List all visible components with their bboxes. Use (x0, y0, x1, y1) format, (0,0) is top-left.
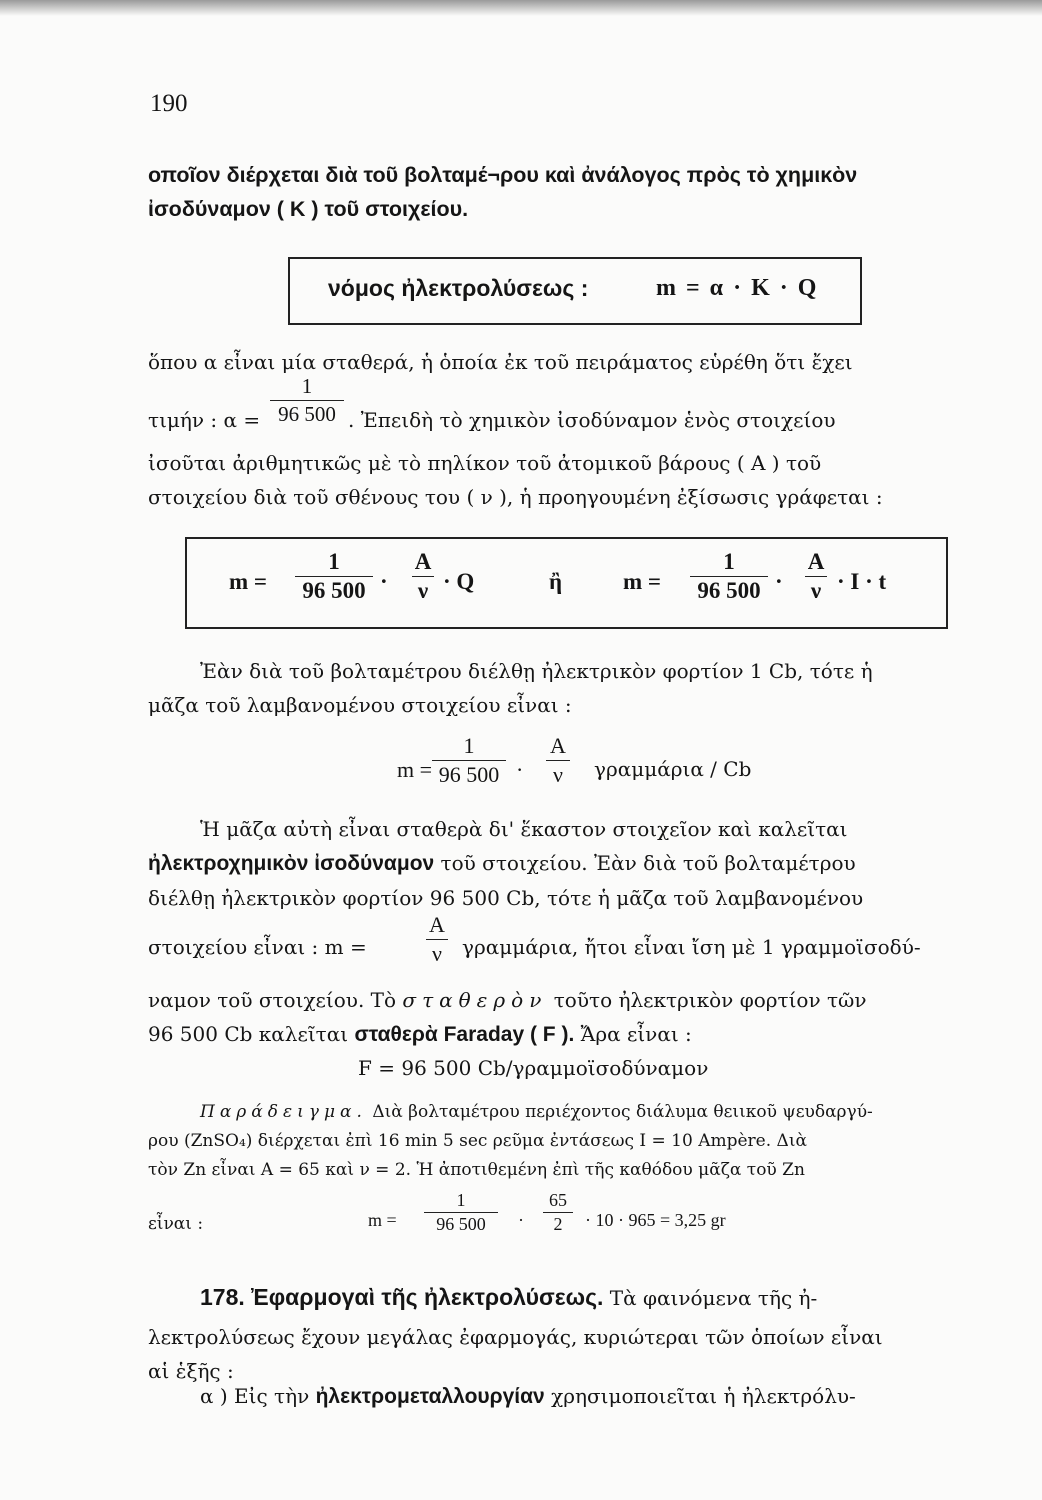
p1-line2: ἰσοδύναμον ( Κ ) τοῦ στοιχείου. (148, 197, 469, 221)
p3-frac-1-den: 96 500 (438, 762, 500, 787)
item-a-term: ἠλεκτρομεταλλουργίαν (315, 1385, 545, 1408)
section-heading-line (200, 1284, 817, 1311)
box-frac-2-num: A (414, 549, 432, 574)
example-frac-2-num: 65 (549, 1190, 567, 1210)
p3-frac-2-den: ν (553, 762, 563, 787)
p4-line1: Ἡ μᾶζα αὐτὴ εἶναι σταθερὰ δι' ἕκαστον στοιχεῖον καὶ καλεῖται (200, 817, 848, 841)
p4-line6-start: 96 500 Cb καλεῖται (148, 1022, 349, 1046)
example-block (148, 1098, 980, 1185)
example-frac-1 (424, 1190, 498, 1235)
alpha-fraction (270, 374, 344, 427)
p3-eq-m: m = (397, 757, 433, 782)
box-or: ἢ (549, 569, 563, 594)
p2-line1: ὅπου α εἶναι μία σταθερά, ἡ ὁποία ἐκ τοῦ πειράματος εὑρέθη ὅτι ἔχει (148, 350, 853, 374)
p3-dot: · (516, 757, 524, 782)
p4-line5-rest: τοῦτο ἠλεκτρικὸν φορτίον τῶν (553, 988, 867, 1012)
section-number: 178. (200, 1284, 245, 1310)
p4-line2-rest: τοῦ στοιχείου. Ἐὰν διὰ τοῦ βολταμέτρου (434, 851, 856, 875)
paragraph-1 (148, 158, 980, 226)
p3-frac-1-num: 1 (463, 733, 475, 758)
section-paragraph (148, 1320, 980, 1388)
fraction-bar (543, 1212, 573, 1213)
example-dot: · (518, 1210, 524, 1230)
fraction-bar (426, 939, 448, 940)
p4-line4-rest: γραμμάρια, ἤτοι εἶναι ἴση μὲ 1 γραμμοϊσοδύ- (462, 935, 921, 959)
p2-line3-4 (148, 446, 980, 514)
p4-frac-den: ν (432, 941, 442, 966)
fraction-bar (412, 576, 434, 577)
box-frac-4 (805, 549, 827, 604)
section-item-a (200, 1384, 856, 1409)
box-frac-4-den: ν (810, 578, 822, 603)
electrochemical-equivalent-term: ἠλεκτροχημικὸν ἰσοδύναμον (148, 852, 435, 875)
section-title: Ἐφαρμογαὶ τῆς ἠλεκτρολύσεως. (251, 1284, 604, 1310)
box-dot-2: · (775, 569, 783, 594)
p4-line5 (148, 988, 867, 1012)
example-frac-1-num: 1 (456, 1190, 466, 1210)
p3-frac-2 (546, 733, 570, 788)
example-label: Παράδειγμα. (200, 1102, 367, 1122)
example-line1-rest: Διὰ βολταμέτρου περιέχοντος διάλυμα θειικοῦ ψευδαργύ- (372, 1102, 873, 1122)
p4-line2 (148, 846, 980, 881)
p4-frac (426, 912, 448, 967)
paragraph-3 (148, 654, 980, 722)
example-line4: εἶναι : (148, 1214, 204, 1234)
box-frac-2 (412, 549, 434, 604)
box-frac-3-num: 1 (723, 549, 735, 574)
box-frac-1-den: 96 500 (302, 578, 366, 603)
fraction-bar (295, 576, 373, 577)
alpha-num: 1 (301, 374, 313, 398)
page-number: 190 (150, 90, 188, 117)
item-a-prefix: α ) Εἰς τὴν (200, 1384, 310, 1408)
p4-line6 (148, 1022, 692, 1047)
box-frac-2-den: ν (417, 578, 429, 603)
section-line1-rest: Τὰ φαινόμενα τῆς ἠ- (609, 1286, 818, 1310)
law-equation: m = α · K · Q (656, 275, 817, 301)
stable-word-spaced: σταθερὸν (402, 988, 548, 1012)
box-frac-1-num: 1 (328, 549, 340, 574)
p4-frac-num: A (429, 912, 445, 937)
item-a-rest: χρησιμοποιεῖται ἡ ἠλεκτρόλυ- (551, 1384, 856, 1408)
box-m-eq-1: m = (229, 569, 268, 594)
example-frac-1-den: 96 500 (436, 1214, 486, 1234)
alpha-den: 96 500 (278, 402, 336, 426)
example-frac-2-den: 2 (553, 1214, 563, 1234)
example-line2: ρου (ZnSO₄) διέρχεται ἐπὶ 16 min 5 sec ρεῦμα ἐντάσεως I = 10 Ampère. Διὰ (148, 1131, 807, 1151)
scan-edge (0, 0, 1042, 16)
p3-line1: Ἐὰν διὰ τοῦ βολταμέτρου διέλθῃ ἠλεκτρικὸν φορτίον 1 Cb, τότε ἡ (200, 659, 873, 683)
box-frac-3 (690, 549, 768, 604)
p4-line3: διέλθῃ ἠλεκτρικὸν φορτίον 96 500 Cb, τότε ἡ μᾶζα τοῦ λαμβανομένου (148, 886, 864, 910)
p3-frac-2-num: A (550, 733, 566, 758)
p3-eq-unit: γραμμάρια / Cb (594, 757, 752, 781)
p4-line4-start: στοιχείου εἶναι : m = (148, 935, 367, 959)
p2-line2: . Ἐπειδὴ τὸ χημικὸν ἰσοδύναμον ἑνὸς στοιχείου (348, 408, 836, 432)
p3-line2: μᾶζα τοῦ λαμβανομένου στοιχείου εἶναι : (148, 693, 572, 717)
example-m: m = (368, 1210, 397, 1230)
example-line3: τὸν Zn εἶναι A = 65 καὶ ν = 2. Ἡ ἀποτιθεμένη ἐπὶ τῆς καθόδου μᾶζα τοῦ Zn (148, 1160, 805, 1180)
faraday-constant-term: σταθερὰ Faraday ( F ). (354, 1023, 575, 1046)
p3-frac-1 (432, 733, 506, 788)
section-line2: λεκτρολύσεως ἔχουν μεγάλας ἐφαρμογάς, κυριώτεραι τῶν ὁποίων εἶναι (148, 1325, 883, 1349)
fraction-bar (805, 576, 827, 577)
fraction-bar (432, 760, 506, 761)
p2-line3: ἰσοῦται ἀριθμητικῶς μὲ τὸ πηλίκον τοῦ ἀτομικοῦ βάρους ( Α ) τοῦ (148, 451, 822, 475)
law-box (288, 257, 862, 325)
box-frac-3-den: 96 500 (697, 578, 761, 603)
section-line3: αἱ ἑξῆς : (148, 1359, 234, 1383)
fraction-bar (546, 760, 570, 761)
fraction-bar (424, 1212, 498, 1213)
example-line1 (148, 1098, 980, 1127)
law-label: νόμος ἠλεκτρολύσεως : (328, 275, 589, 301)
fraction-bar (270, 400, 344, 401)
fraction-bar (690, 576, 768, 577)
p1-line1: οποῖον διέρχεται διὰ τοῦ βολταμέ¬ρου καὶ ἀνάλογος πρὸς τὸ χημικὸν (148, 163, 858, 187)
example-result: · 10 · 965 = 3,25 gr (585, 1210, 726, 1230)
box-m-eq-2: m = (623, 569, 662, 594)
example-frac-2 (543, 1190, 573, 1235)
p4-line5-start: ναμον τοῦ στοιχείου. Τὸ (148, 988, 397, 1012)
p2-value-label: τιμήν : α = (148, 408, 261, 432)
paragraph-4 (148, 812, 980, 915)
formula-box (185, 537, 948, 629)
p4-line6-rest: Ἄρα εἶναι : (580, 1022, 692, 1046)
box-dot-1: · (380, 569, 388, 594)
box-frac-4-num: A (807, 549, 825, 574)
p2-line4: στοιχείου διὰ τοῦ σθένους του ( ν ), ἡ προηγουμένη ἐξίσωσις γράφεται : (148, 485, 883, 509)
box-I-t: · I · t (837, 569, 887, 594)
box-frac-1 (295, 549, 373, 604)
faraday-equation: F = 96 500 Cb/γραμμοϊσοδύναμον (358, 1056, 709, 1080)
box-Q: · Q (443, 569, 475, 594)
